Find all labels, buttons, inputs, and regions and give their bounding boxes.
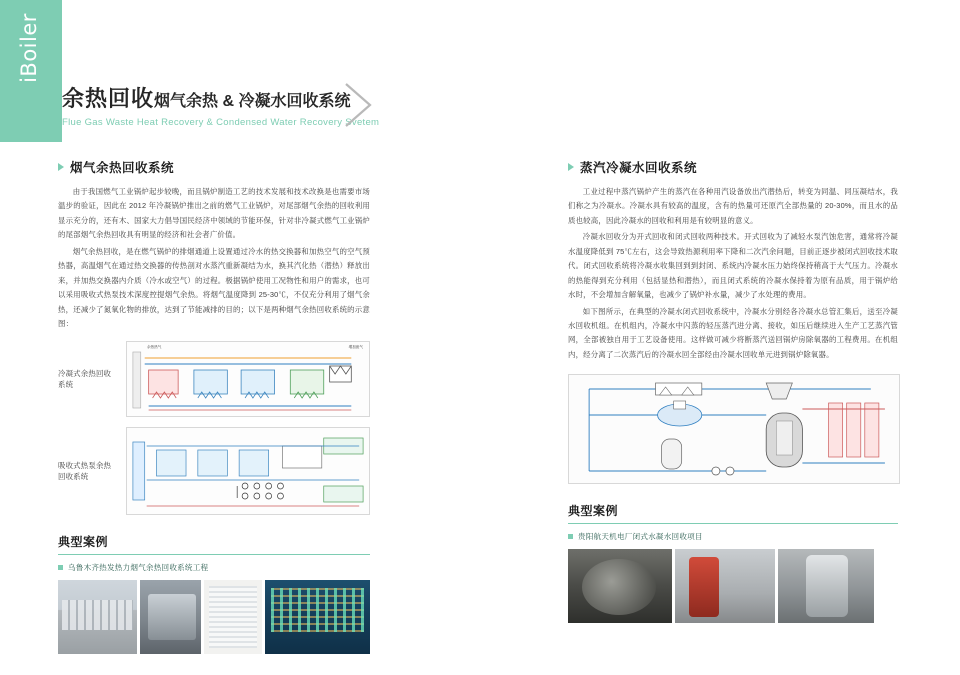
page-header xyxy=(62,86,912,128)
left-diagram-2-label: 吸收式热泵余热回收系统 xyxy=(58,461,112,482)
right-photo-gallery xyxy=(568,549,898,623)
chevron-right-icon xyxy=(342,82,376,128)
left-diagram-1 xyxy=(126,341,370,417)
left-photo-gallery xyxy=(58,580,370,654)
right-photo-2 xyxy=(675,549,775,623)
right-paragraph-2: 冷凝水回收分为开式回收和闭式回收两种技术。开式回收为了减轻水泵汽蚀危害，通常将冷凝水温度降低到 75℃左右，这会导致热源利用率下降和二次汽余问题，目前正逐步被闭式回收技术取代。闭式回收系统将冷凝水收集回到到封闭、系统内冷凝水压力始终保持稍高于大气压力。冷凝水的热能得到充分利用（包括显热和潜热），而且闭式系统的冷凝水保持着为原有品质，用于锅炉给水时，不会增加含解氧量，也减少了锅炉补水量，减少了水处理的费用。 xyxy=(568,232,898,300)
right-case-sub-label: 贵阳航天机电厂闭式水凝水回收项目 xyxy=(578,532,703,542)
left-diagram-2-block xyxy=(58,427,370,515)
left-photo-1 xyxy=(58,580,137,654)
page-title-en: Flue Gas Waste Heat Recovery & Condensed Water Recovery Svetem xyxy=(62,117,380,129)
square-bullet-icon xyxy=(568,534,573,539)
triangle-bullet-icon xyxy=(568,163,574,171)
left-case-title: 典型案例 xyxy=(58,533,370,555)
left-case-sub-label: 乌鲁木齐热发热力烟气余热回收系统工程 xyxy=(68,563,209,573)
right-photo-1 xyxy=(568,549,672,623)
left-paragraph-2: 烟气余热回收，是在燃气锅炉的排烟通道上设置通过冷水的热交换器和加热空气的空气预热器，高温烟气在通过热交换器的传热剖对水蒸汽重新凝结为水，换其汽化热（潜热）释放出来，并加热交换器内介质（冷水或空气）的过程。极据锅炉使用工况物性和用户的需求，也可以采用吸收式热泵技术深度控提烟气余热。将烟气温度降到 25-30℃，不仅充分利用了烟气余热，还减少了氮氧化物的排放，达到了节能减排的目的；以下是两种烟气余热回收系统的示意图： xyxy=(58,246,370,328)
right-case-sub xyxy=(568,531,898,542)
left-diagram-2 xyxy=(126,427,370,515)
square-bullet-icon xyxy=(58,565,63,570)
right-paragraph-1: 工业过程中蒸汽锅炉产生的蒸汽在各种用汽设备放出汽潜热后，转变为同温、同压凝结水，我们称之为冷凝水。冷凝水具有较高的温度，含有的热量可还原汽全部热量的 20-30%，而且水的品质也较高，因此冷凝水的回收和利用是有较明显的意义。 xyxy=(568,187,898,225)
left-photo-4 xyxy=(265,580,370,654)
left-case-sub xyxy=(58,562,370,573)
triangle-bullet-icon xyxy=(58,163,64,171)
left-diagram-1-caption-top: 余热热气 xyxy=(147,345,162,350)
page-title-sub: 烟气余热 & 冷凝水回收系统 xyxy=(154,93,351,110)
right-photo-3 xyxy=(778,549,874,623)
right-section-title: 蒸汽冷凝水回收系统 xyxy=(580,161,698,175)
left-photo-2 xyxy=(140,580,202,654)
left-column xyxy=(58,158,370,654)
page-title-main: 余热回收 xyxy=(62,86,155,111)
left-diagram-1-block xyxy=(58,341,370,417)
brand-tab xyxy=(0,0,62,142)
left-section-title: 烟气余热回收系统 xyxy=(70,161,175,175)
right-section-header xyxy=(568,158,898,176)
left-photo-3 xyxy=(204,580,262,654)
right-diagram xyxy=(568,374,900,484)
left-section-header xyxy=(58,158,370,176)
left-diagram-1-label: 冷凝式余热回收系统 xyxy=(58,369,112,390)
left-paragraph-1: 由于我国燃气工业锅炉起步较晚，而且锅炉制造工艺的技术发展和技术改换是也需要市场温步的验证，因此在 2012 年冷凝锅炉推出之前的燃气工业锅炉，对尾部烟气余热的回收利用显示充分的，还有木、国家大力倡导国民经济中领域的节能环保，针对非冷凝式燃气工业锅炉的尾部烟气余热回收具有明显的经济和社会者广价值。 xyxy=(58,187,370,240)
right-column xyxy=(568,158,898,623)
right-case-title: 典型案例 xyxy=(568,502,898,524)
page-title xyxy=(62,86,912,112)
brand-label: iBoiler xyxy=(17,13,41,83)
left-diagram-1-caption-right: 增加废气 xyxy=(348,345,363,350)
right-paragraph-3: 如下图所示，在典型的冷凝水闭式回收系统中，冷凝水分别经各冷凝水总管汇集后，送至冷凝水回收机组。在机组内，冷凝水中闪蒸的轻压蒸汽进分离、接收，如压后继续进入生产工艺蒸汽管网，全部被独自用于工艺设备使用。这样做可减少将断蒸汽送回锅炉房除氧器的工程费用。在机组内，经分离了二次蒸汽后的冷凝水回全部经由冷凝水回收单元进到锅炉除氧器。 xyxy=(568,306,898,359)
